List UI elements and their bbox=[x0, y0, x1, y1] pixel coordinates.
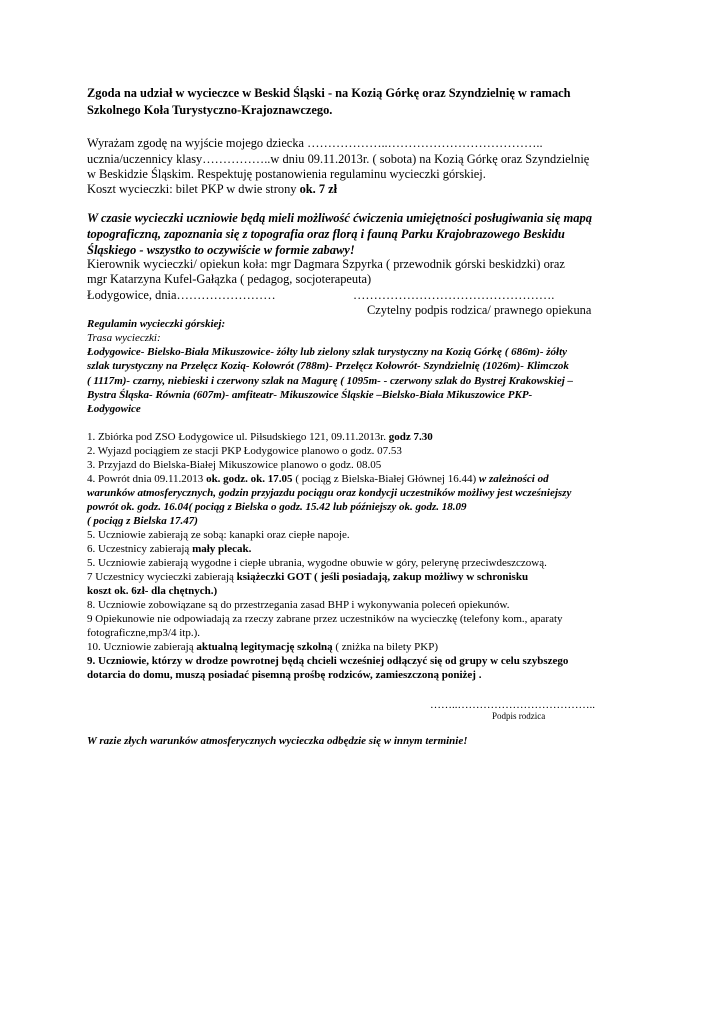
cost-line bbox=[87, 183, 337, 195]
rule-7 bbox=[87, 572, 528, 583]
consent-line-1: Wyrażam zgodę na wyjście mojego dziecka ………………..……………………………….. bbox=[87, 136, 543, 150]
rule-4-text: 4. Powrót dnia 09.11.2013 bbox=[87, 473, 207, 485]
rule-10-item: aktualną legitymację szkolną bbox=[196, 641, 333, 653]
rule-6-text: 6. Uczestnicy zabierają bbox=[87, 543, 193, 555]
route-line-2: szlak turystyczny na Przełęcz Kozią- Kołowrót (788m)- Przełęcz Kołowrót- Szyndzielnię (1026m)- Klimczok bbox=[87, 360, 569, 372]
rule-5b: 5. Uczniowie zabierają wygodne i ciepłe ubrania, wygodne obuwie w góry, pelerynę przeciwdeszczową. bbox=[87, 557, 547, 569]
footer-note: W razie złych warunków atmosferycznych wycieczka odbędzie się w innym terminie! bbox=[87, 735, 468, 747]
rule-9-line-1: 9 Opiekunowie nie odpowiadają za rzeczy zabrane przez uczestników na wycieczkę (telefony kom., aparaty bbox=[87, 613, 563, 625]
leaders-line-2: mgr Katarzyna Kufel-Gałązka ( pedagog, socjoterapeuta) bbox=[87, 272, 372, 286]
leaders-line-1: Kierownik wycieczki/ opiekun koła: mgr Dagmara Szpyrka ( przewodnik górski beskidzki) oraz bbox=[87, 257, 565, 271]
document-title-line-2: Szkolnego Koła Turystyczno-Krajoznawczego. bbox=[87, 103, 333, 117]
rule-10 bbox=[87, 642, 438, 653]
rule-4-cont-3: ( pociąg z Bielska 17.47) bbox=[87, 515, 198, 527]
rule-6-item: mały plecak. bbox=[192, 543, 252, 555]
rule-1 bbox=[87, 432, 433, 443]
rule-7-item: książeczki GOT ( jeśli posiadają, zakup możliwy w schronisku bbox=[236, 571, 529, 583]
rule-4-cont-1: warunków atmosferycznych, godzin przyjazdu pociągu oraz kondycji uczestników możliwy jest wcześniejszy bbox=[87, 487, 572, 499]
rule-7-text: 7 Uczestnicy wycieczki zabierają bbox=[87, 571, 237, 583]
signature-dots: …………………………………………. bbox=[353, 288, 555, 302]
rule-9b-line-2: dotarcia do domu, muszą posiadać pisemną prośbę rodziców, zamieszczoną poniżej . bbox=[87, 669, 482, 681]
rule-7-cont: koszt ok. 6zł- dla chętnych.) bbox=[87, 585, 218, 597]
regulations-title: Regulamin wycieczki górskiej: bbox=[87, 318, 226, 330]
intro-line-3: Śląskiego - wszystko to oczywiście w formie zabawy! bbox=[87, 243, 355, 257]
rule-1-time: godz 7.30 bbox=[388, 431, 433, 443]
cost-amount: ok. 7 zł bbox=[299, 182, 338, 196]
consent-line-2: ucznia/uczennicy klasy……………..w dniu 09.11.2013r. ( sobota) na Kozią Górkę oraz Szyndzielnię bbox=[87, 152, 590, 166]
route-line-5: Łodygowice bbox=[87, 403, 141, 415]
route-line-3: ( 1117m)- czarny, niebieski i czerwony szlak na Magurę ( 1095m- - czerwony szlak do Bystrej Krakowskiej – bbox=[87, 375, 574, 387]
intro-line-1: W czasie wycieczki uczniowie będą mieli możliwość ćwiczenia umiejętności posługiwania się mapą bbox=[87, 211, 592, 225]
rule-10-tail: ( zniżka na bilety PKP) bbox=[332, 641, 439, 653]
rule-2: 2. Wyjazd pociągiem ze stacji PKP Łodygowice planowo o godz. 07.53 bbox=[87, 445, 402, 457]
rule-4 bbox=[87, 474, 549, 485]
signature-label: Czytelny podpis rodzica/ prawnego opiekuna bbox=[367, 303, 592, 317]
rule-4-train: ( pociąg z Bielska-Białej Głównej 16.44) bbox=[292, 473, 479, 485]
rule-3: 3. Przyjazd do Bielska-Białej Mikuszowice planowo o godz. 08.05 bbox=[87, 459, 382, 471]
parent-signature-dots: ……..……………………………….. bbox=[430, 699, 595, 711]
route-label: Trasa wycieczki: bbox=[87, 332, 161, 344]
rule-10-text: 10. Uczniowie zabierają bbox=[87, 641, 197, 653]
rule-1-text: 1. Zbiórka pod ZSO Łodygowice ul. Piłsudskiego 121, 09.11.2013r. bbox=[87, 431, 389, 443]
rule-9-line-2: fotograficzne,mp3/4 itp.). bbox=[87, 627, 201, 639]
document-title-line-1: Zgoda na udział w wycieczce w Beskid Śląski - na Kozią Górkę oraz Szyndzielnię w ramach bbox=[87, 86, 571, 100]
rule-4-time: ok. godz. ok. 17.05 bbox=[206, 473, 293, 485]
rule-4-condition: w zależności od bbox=[478, 473, 549, 485]
parent-signature-label: Podpis rodzica bbox=[492, 711, 546, 721]
rule-6 bbox=[87, 544, 251, 555]
route-line-4: Bystra Śląska- Równia (607m)- amfiteatr- Mikuszowice Śląskie –Bielsko-Biała Mikuszowice PKP- bbox=[87, 389, 533, 401]
rule-4-cont-2: powrót ok. godz. 16.04( pociąg z Bielska o godz. 15.42 lub późniejszy ok. godz. 18.09 bbox=[87, 501, 467, 513]
intro-line-2: topograficzną, zapoznania się z topografia oraz florą i fauną Parku Krajobrazowego Beskidu bbox=[87, 227, 565, 241]
consent-line-3: w Beskidzie Śląskim. Respektuję postanowienia regulaminu wycieczki górskiej. bbox=[87, 167, 486, 181]
cost-text: Koszt wycieczki: bilet PKP w dwie strony bbox=[87, 182, 300, 196]
rule-9b-line-1: 9. Uczniowie, którzy w drodze powrotnej będą chcieli wcześniej odłączyć się od grupy w celu szybszego bbox=[87, 655, 569, 667]
rule-5: 5. Uczniowie zabierają ze sobą: kanapki oraz ciepłe napoje. bbox=[87, 529, 350, 541]
route-line-1: Łodygowice- Bielsko-Biała Mikuszowice- żółty lub zielony szlak turystyczny na Kozią Górkę ( 686m)- żółty bbox=[87, 346, 568, 358]
place-date-field: Łodygowice, dnia…………………… bbox=[87, 288, 276, 302]
rule-8: 8. Uczniowie zobowiązane są do przestrzegania zasad BHP i wykonywania poleceń opiekunów. bbox=[87, 599, 510, 611]
